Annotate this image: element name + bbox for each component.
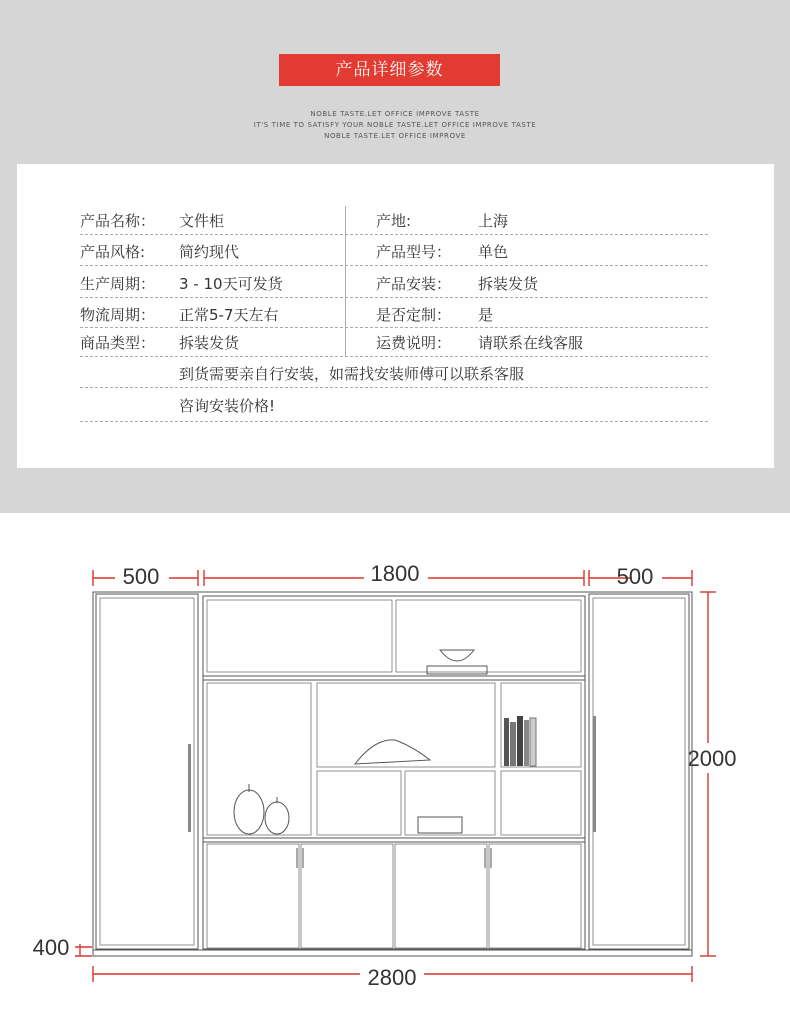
section-title: 产品详细参数	[279, 54, 500, 86]
spec-label: 运费说明：	[376, 334, 452, 352]
spec-value: 上海	[478, 212, 509, 230]
shelf-decor	[234, 650, 536, 834]
spec-label: 商品类型：	[80, 334, 156, 352]
dim-left-width: 500	[122, 564, 160, 589]
spec-value: 正常5-7天左右	[179, 306, 279, 324]
tagline-2: IT'S TIME TO SATISFY YOUR NOBLE TASTE.LET OFFICE IMPROVE TASTE	[253, 121, 537, 129]
spec-value: 拆装发货	[179, 334, 240, 352]
spec-label: 产品型号：	[376, 243, 452, 261]
spec-label: 生产周期：	[80, 275, 156, 293]
spec-label: 产品安装：	[376, 275, 452, 293]
spec-label: 产地:	[376, 212, 412, 230]
spec-value: 拆装发货	[478, 275, 539, 293]
spec-value: 请联系在线客服	[478, 334, 584, 352]
spec-note-row	[80, 388, 708, 422]
spec-value: 文件柜	[179, 212, 225, 230]
spec-note: 到货需要亲自行安装，如需找安装师傅可以联系客服	[179, 365, 525, 383]
spec-note-row	[80, 357, 708, 388]
tagline-1: NOBLE TASTE.LET OFFICE IMPROVE TASTE	[310, 110, 480, 118]
spec-value: 简约现代	[179, 243, 240, 261]
spec-note: 咨询安装价格!	[179, 397, 276, 415]
spec-label: 产品风格:	[80, 243, 146, 261]
dim-right-width: 500	[616, 564, 654, 589]
spec-value: 是	[478, 306, 494, 324]
spec-row	[80, 298, 708, 328]
dim-base-height: 400	[32, 935, 70, 960]
cabinet-dimension-drawing	[0, 513, 790, 1027]
spec-value: 单色	[478, 243, 509, 261]
dimension-lines	[75, 570, 716, 982]
cabinet-outline	[93, 592, 692, 956]
spec-row	[80, 206, 708, 235]
spec-value: 3 - 10天可发货	[179, 275, 283, 293]
spec-row	[80, 266, 708, 298]
spec-label: 是否定制：	[376, 306, 452, 324]
dim-height: 2000	[687, 746, 737, 771]
spec-label: 物流周期：	[80, 306, 156, 324]
dim-center-width: 1800	[370, 561, 420, 586]
spec-label: 产品名称：	[80, 212, 156, 230]
dim-total-width: 2800	[367, 965, 417, 990]
tagline-3: NOBLE TASTE.LET OFFICE IMPROVE	[324, 132, 466, 140]
spec-row	[80, 328, 708, 357]
spec-row	[80, 235, 708, 266]
